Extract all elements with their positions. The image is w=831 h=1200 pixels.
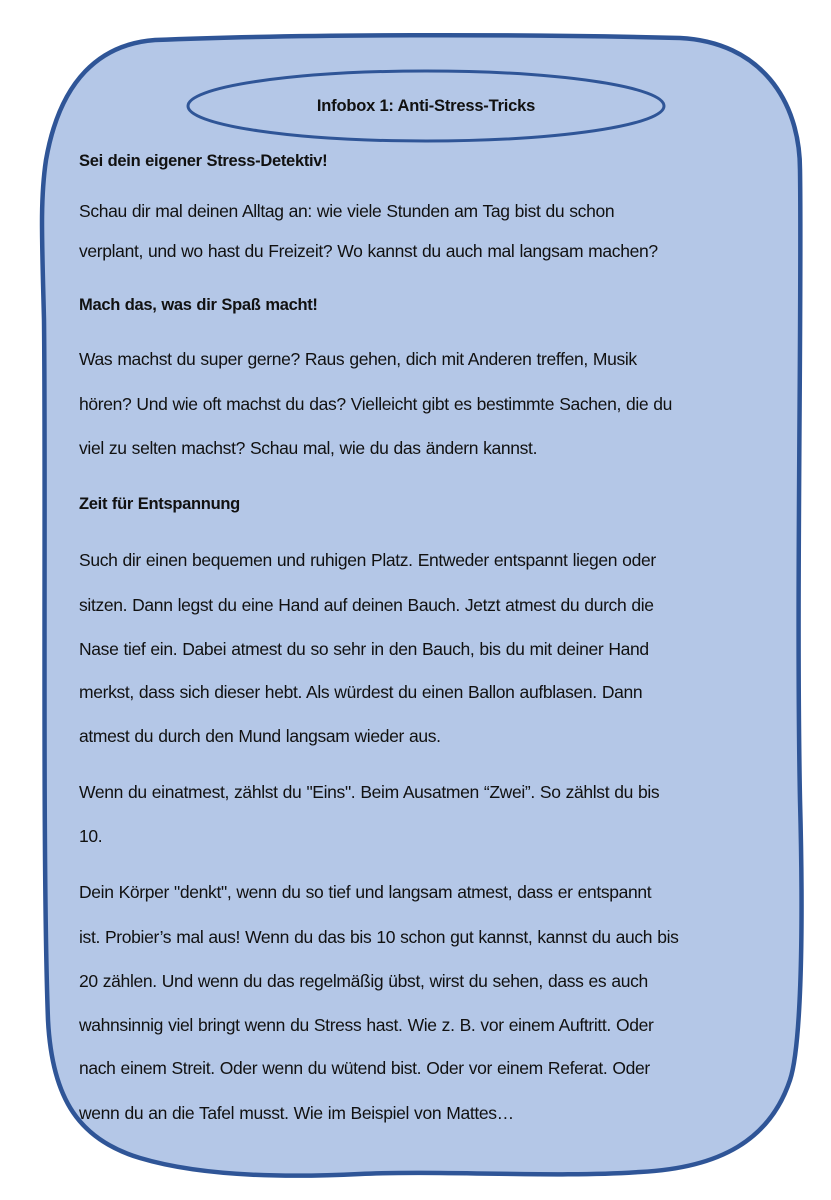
text-line: Wenn du einatmest, zählst du "Eins". Beim Ausatmen “Zwei”. So zählst du bis: [79, 782, 660, 802]
text-line: Dein Körper "denkt", wenn du so tief und langsam atmest, dass er entspannt: [79, 882, 652, 902]
text-line: Such dir einen bequemen und ruhigen Platz. Entweder entspannt liegen oder: [79, 550, 656, 570]
text-line: hören? Und wie oft machst du das? Vielleicht gibt es bestimmte Sachen, die du: [79, 394, 673, 414]
text-line: 20 zählen. Und wenn du das regelmäßig übst, wirst du sehen, dass es auch: [79, 971, 648, 991]
text-line: Was machst du super gerne? Raus gehen, dich mit Anderen treffen, Musik: [79, 349, 637, 369]
infobox-title: Infobox 1: Anti-Stress-Tricks: [316, 97, 536, 115]
section-heading: Sei dein eigener Stress-Detektiv!: [79, 152, 328, 170]
text-line: wenn du an die Tafel musst. Wie im Beispiel von Mattes…: [79, 1103, 514, 1123]
text-line: viel zu selten machst? Schau mal, wie du das ändern kannst.: [79, 438, 538, 458]
text-line: wahnsinnig viel bringt wenn du Stress hast. Wie z. B. vor einem Auftritt. Oder: [79, 1015, 654, 1035]
text-line: merkst, dass sich dieser hebt. Als würdest du einen Ballon aufblasen. Dann: [79, 682, 643, 702]
section-heading: Mach das, was dir Spaß macht!: [79, 296, 318, 314]
text-line: Nase tief ein. Dabei atmest du so sehr in den Bauch, bis du mit deiner Hand: [79, 639, 649, 659]
section-heading: Zeit für Entspannung: [79, 495, 240, 513]
text-line: 10.: [79, 826, 103, 846]
text-line: nach einem Streit. Oder wenn du wütend bist. Oder vor einem Referat. Oder: [79, 1058, 650, 1078]
text-line: sitzen. Dann legst du eine Hand auf deinen Bauch. Jetzt atmest du durch die: [79, 595, 654, 615]
text-line: atmest du durch den Mund langsam wieder aus.: [79, 726, 441, 746]
text-line: verplant, und wo hast du Freizeit? Wo kannst du auch mal langsam machen?: [79, 241, 658, 261]
text-line: Schau dir mal deinen Alltag an: wie viele Stunden am Tag bist du schon: [79, 201, 615, 221]
text-line: ist. Probier’s mal aus! Wenn du das bis 10 schon gut kannst, kannst du auch bis: [79, 927, 679, 947]
